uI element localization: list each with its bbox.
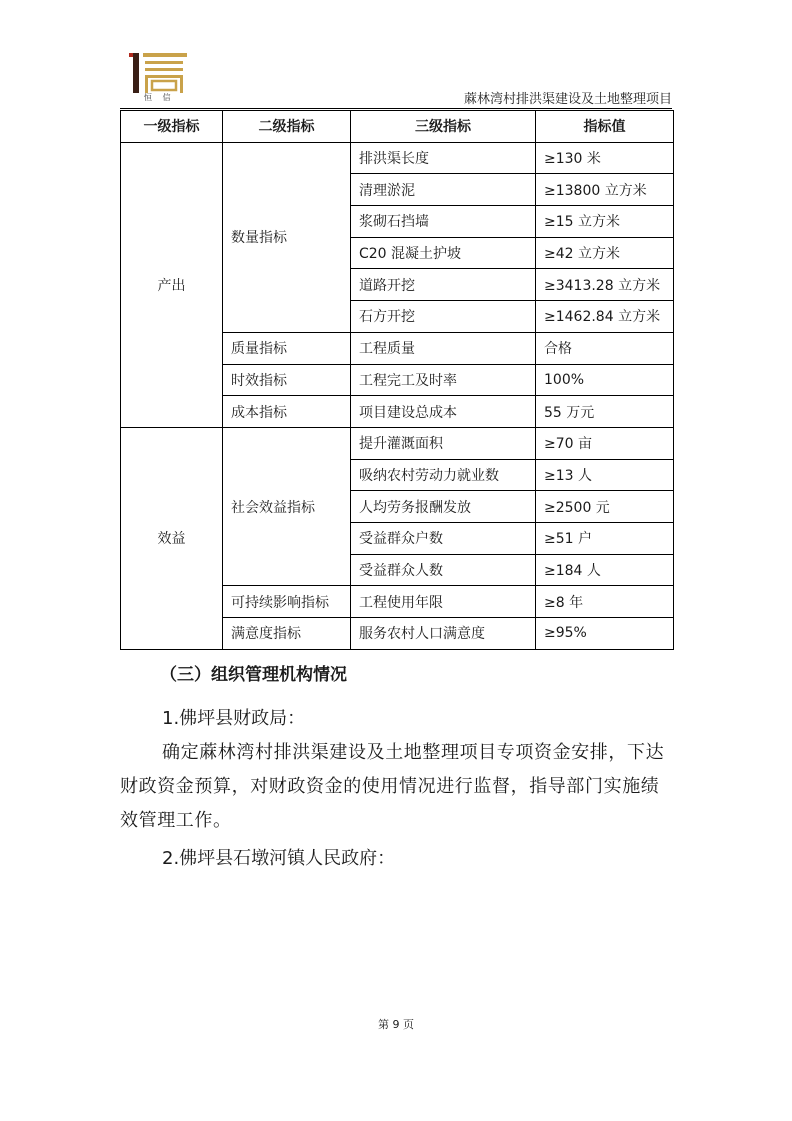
header-level1: 一级指标 [121, 111, 223, 143]
level3-name: 受益群众人数 [351, 554, 536, 586]
header-title: 蔴林湾村排洪渠建设及土地整理项目 [463, 92, 672, 107]
section-heading: （三）组织管理机构情况 [160, 665, 347, 685]
level3-value: 100% [536, 364, 674, 396]
header-divider [120, 108, 672, 109]
level3-value: ≥3413.28 立方米 [536, 269, 674, 301]
level3-value: 55 万元 [536, 396, 674, 428]
level3-name: 吸纳农村劳动力就业数 [351, 459, 536, 491]
level3-name: 受益群众户数 [351, 522, 536, 554]
level3-value: 合格 [536, 332, 674, 364]
table-row [121, 427, 674, 459]
level3-value: ≥15 立方米 [536, 206, 674, 238]
level3-value: ≥1462.84 立方米 [536, 301, 674, 333]
level3-value: ≥184 人 [536, 554, 674, 586]
level3-name: 工程质量 [351, 332, 536, 364]
level2-social-benefit: 社会效益指标 [223, 427, 351, 585]
level3-name: 浆砌石挡墙 [351, 206, 536, 238]
level3-value: ≥95% [536, 618, 674, 650]
header-level3: 三级指标 [351, 111, 536, 143]
level3-name: 清理淤泥 [351, 174, 536, 206]
level3-value: ≥8 年 [536, 586, 674, 618]
header-value: 指标值 [536, 111, 674, 143]
indicator-table [120, 110, 674, 650]
level2-cost: 成本指标 [223, 396, 351, 428]
page-number: 第 9 页 [378, 1018, 414, 1031]
level3-name: 工程完工及时率 [351, 364, 536, 396]
level3-name: C20 混凝土护坡 [351, 237, 536, 269]
level3-name: 排洪渠长度 [351, 142, 536, 174]
item2-title: 2.佛坪县石墩河镇人民政府： [162, 848, 396, 869]
level1-output: 产出 [121, 142, 223, 427]
level3-value: ≥13800 立方米 [536, 174, 674, 206]
item1-body: 确定蔴林湾村排洪渠建设及土地整理项目专项资金安排，下达财政资金预算，对财政资金的使用情况进行监督，指导部门实施绩效管理工作。 [120, 742, 665, 831]
header-level2: 二级指标 [223, 111, 351, 143]
table-header-row [121, 111, 674, 143]
item1-title: 1.佛坪县财政局： [162, 708, 306, 729]
table-row [121, 142, 674, 174]
level3-value: ≥42 立方米 [536, 237, 674, 269]
level3-value: ≥130 米 [536, 142, 674, 174]
logo-caption: 恒 信 [144, 93, 175, 102]
level2-timeliness: 时效指标 [223, 364, 351, 396]
level2-sustainability: 可持续影响指标 [223, 586, 351, 618]
level3-name: 道路开挖 [351, 269, 536, 301]
level3-value: ≥51 户 [536, 522, 674, 554]
level3-name: 石方开挖 [351, 301, 536, 333]
level1-benefit: 效益 [121, 427, 223, 649]
level3-name: 项目建设总成本 [351, 396, 536, 428]
level3-name: 提升灌溉面积 [351, 427, 536, 459]
level3-name: 服务农村人口满意度 [351, 618, 536, 650]
level3-name: 人均劳务报酬发放 [351, 491, 536, 523]
level3-value: ≥13 人 [536, 459, 674, 491]
level2-quantity: 数量指标 [223, 142, 351, 332]
level2-quality: 质量指标 [223, 332, 351, 364]
level2-satisfaction: 满意度指标 [223, 618, 351, 650]
level3-value: ≥2500 元 [536, 491, 674, 523]
level3-value: ≥70 亩 [536, 427, 674, 459]
level3-name: 工程使用年限 [351, 586, 536, 618]
